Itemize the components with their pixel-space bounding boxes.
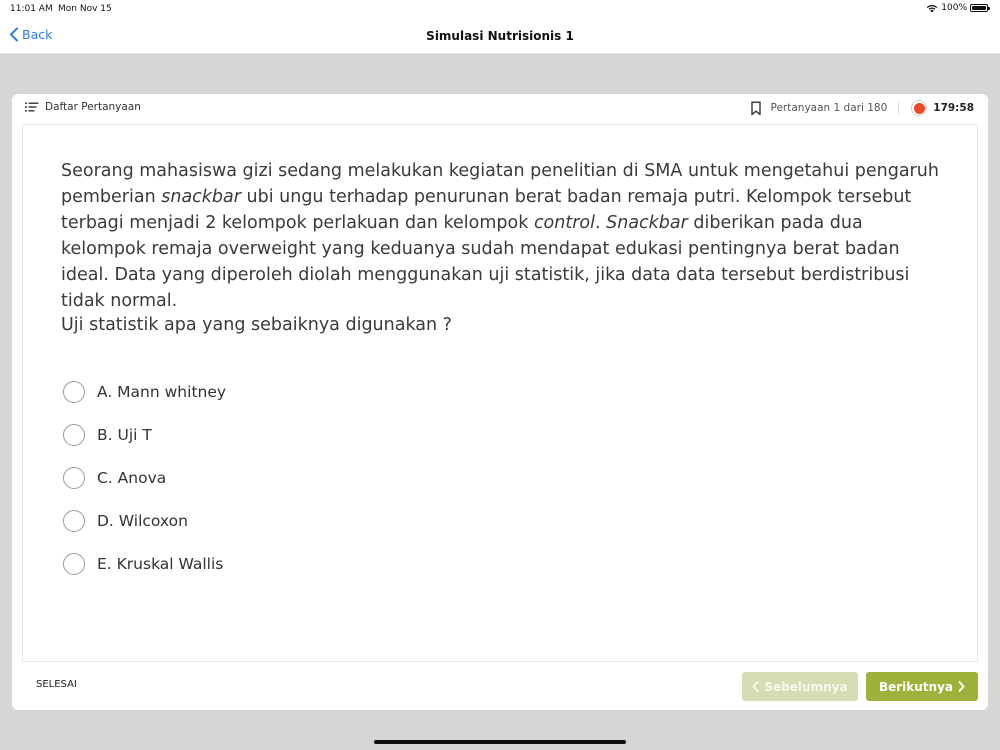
next-label: Berikutnya bbox=[878, 679, 954, 694]
nav-bar bbox=[0, 20, 1000, 54]
question-list-label: Daftar Pertanyaan bbox=[45, 101, 141, 113]
question-counter: Pertanyaan 1 dari 180 bbox=[770, 102, 888, 114]
header-right bbox=[750, 99, 974, 117]
radio-button[interactable] bbox=[63, 510, 85, 532]
question-text bbox=[61, 158, 951, 314]
option-label: A. Mann whitney bbox=[97, 382, 227, 401]
wifi-icon bbox=[926, 4, 938, 13]
question-text-segment: . bbox=[594, 213, 607, 233]
question-list-button[interactable] bbox=[25, 101, 141, 113]
option-c[interactable] bbox=[63, 456, 226, 499]
question-text-segment: ubi ungu terhadap penurunan berat badan remaja putri. Kelompok tersebut terbagi menjadi 2 kelompok perlakuan dan kelompok bbox=[61, 187, 912, 233]
battery-icon bbox=[970, 4, 988, 12]
battery-percent: 100% bbox=[941, 3, 967, 13]
option-a[interactable] bbox=[63, 370, 226, 413]
question-text-italic: control bbox=[533, 213, 595, 233]
back-label: Back bbox=[22, 27, 53, 42]
header-divider bbox=[898, 101, 899, 115]
status-date: Mon Nov 15 bbox=[58, 4, 112, 14]
list-icon bbox=[25, 102, 39, 112]
card-header bbox=[12, 94, 988, 122]
page-title: Simulasi Nutrisionis 1 bbox=[426, 29, 574, 43]
answer-options bbox=[63, 370, 226, 585]
timer: 179:58 bbox=[933, 102, 974, 114]
question-text-segment: Seorang mahasiswa gizi sedang melakukan kegiatan penelitian di SMA untuk mengetahui pengaruh pemberian bbox=[61, 161, 939, 207]
option-label: D. Wilcoxon bbox=[97, 511, 188, 530]
question-card bbox=[12, 94, 988, 710]
option-label: E. Kruskal Wallis bbox=[97, 554, 224, 573]
question-text-segment: diberikan pada dua kelompok remaja overweight yang keduanya sudah mendapat edukasi pentingnya berat badan ideal. Data yang diperoleh diolah menggunakan uji statistik, jika data data tersebut berdistribusi tidak normal. bbox=[61, 213, 910, 311]
option-d[interactable] bbox=[63, 499, 226, 542]
radio-button[interactable] bbox=[63, 424, 85, 446]
option-label: B. Uji T bbox=[97, 425, 152, 444]
home-indicator[interactable] bbox=[374, 740, 626, 744]
status-time: 11:01 AM bbox=[10, 4, 53, 14]
option-label: C. Anova bbox=[97, 468, 167, 487]
option-b[interactable] bbox=[63, 413, 226, 456]
status-right bbox=[926, 3, 988, 13]
bookmark-icon[interactable] bbox=[750, 101, 762, 116]
question-prompt: Uji statistik apa yang sebaiknya digunakan ? bbox=[61, 315, 452, 335]
chevron-right-icon bbox=[958, 681, 965, 692]
card-footer bbox=[12, 664, 988, 710]
previous-button[interactable] bbox=[742, 672, 858, 701]
previous-label: Sebelumnya bbox=[764, 679, 848, 694]
question-text-italic: snackbar bbox=[161, 187, 241, 207]
timer-record-icon bbox=[911, 100, 927, 116]
next-button[interactable] bbox=[866, 672, 978, 701]
question-text-italic: Snackbar bbox=[606, 213, 688, 233]
radio-button[interactable] bbox=[63, 553, 85, 575]
finish-button[interactable]: SELESAI bbox=[36, 679, 77, 690]
question-content bbox=[22, 124, 978, 662]
radio-button[interactable] bbox=[63, 381, 85, 403]
option-e[interactable] bbox=[63, 542, 226, 585]
status-bar bbox=[0, 0, 1000, 20]
radio-button[interactable] bbox=[63, 467, 85, 489]
chevron-left-icon bbox=[752, 681, 759, 692]
